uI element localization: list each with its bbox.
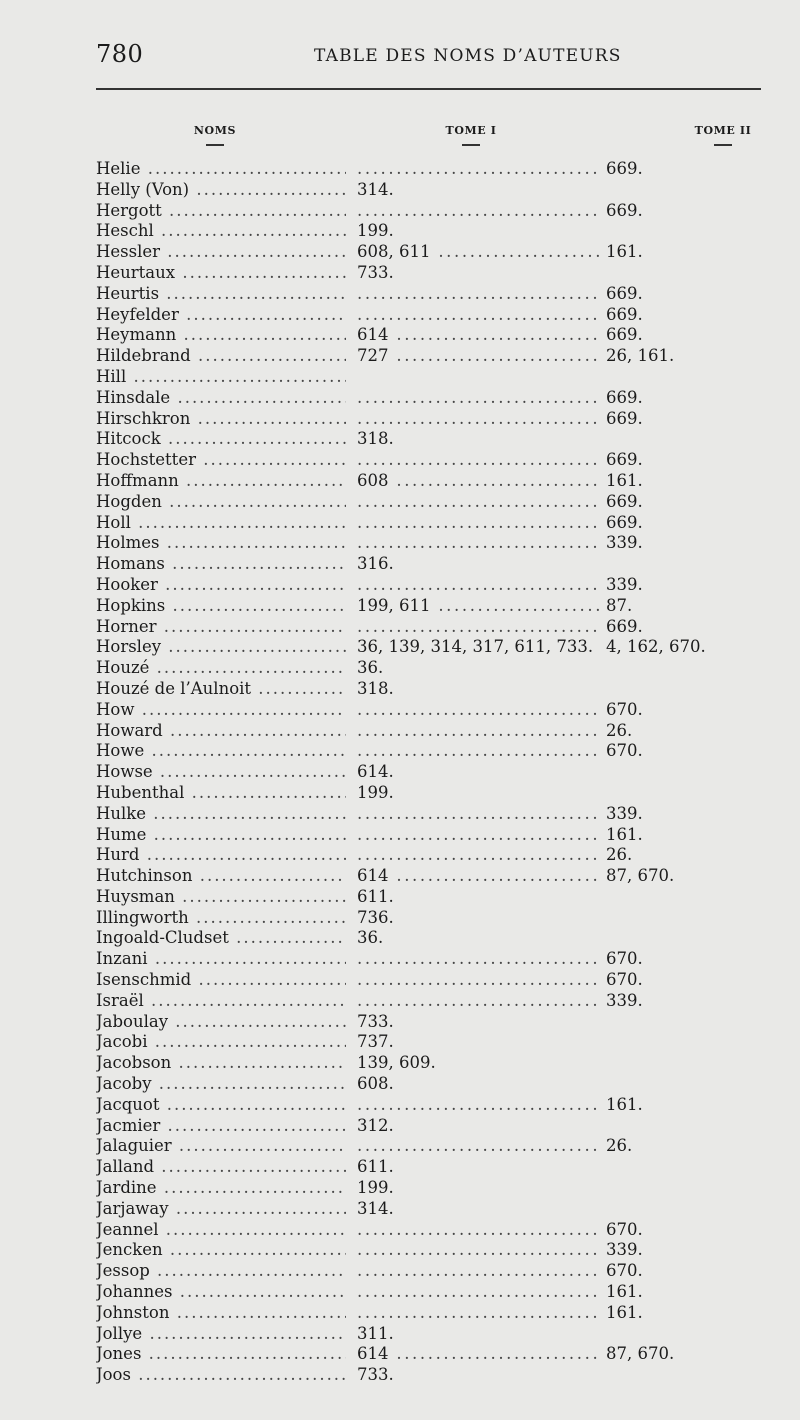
tome2-pages: 669. xyxy=(606,491,643,511)
tome2-pages: 670. xyxy=(606,741,643,761)
tome1-pages xyxy=(357,1303,601,1324)
tome2-pages: 161. xyxy=(606,1282,643,1302)
tome1-pages xyxy=(357,575,601,596)
tome1-pages xyxy=(357,1136,601,1157)
tome1-pages xyxy=(357,201,601,222)
column-header-names: NOMS xyxy=(190,124,240,146)
author-name: Hume ..... xyxy=(96,825,346,846)
tome1-pages: 199. xyxy=(357,221,394,241)
author-name: Howard ..... xyxy=(96,721,346,742)
tome1-pages: 614 ..... xyxy=(357,325,601,346)
tome1-pages: 614 ..... xyxy=(357,1344,601,1365)
author-name: Jarjaway ..... xyxy=(96,1199,346,1220)
index-entry xyxy=(0,575,800,596)
tome2-pages: 669. xyxy=(606,387,643,407)
author-name: Hoffmann ..... xyxy=(96,471,346,492)
column-dash xyxy=(714,144,732,146)
tome2-pages: 669. xyxy=(606,159,643,178)
author-name: Jollye ..... xyxy=(96,1324,346,1345)
author-name: Holl ..... xyxy=(96,513,346,534)
tome1-pages xyxy=(357,700,601,721)
index-entry xyxy=(0,1261,800,1282)
author-name: Huysman ..... xyxy=(96,887,346,908)
author-name: Howe ..... xyxy=(96,741,346,762)
tome2-pages: 669. xyxy=(606,325,643,345)
tome2-pages: 670. xyxy=(606,699,643,719)
index-entry xyxy=(0,1220,800,1241)
index-entry xyxy=(0,887,800,908)
tome1-pages xyxy=(357,1282,601,1303)
tome2-pages: 669. xyxy=(606,408,643,428)
index-entry xyxy=(0,1136,800,1157)
index-entry xyxy=(0,492,800,513)
author-name: Johnston ..... xyxy=(96,1303,346,1324)
tome1-pages: 611. xyxy=(357,1157,394,1177)
index-entry xyxy=(0,991,800,1012)
author-name: Joos ..... xyxy=(96,1365,346,1386)
author-name: Hooker ..... xyxy=(96,575,346,596)
index-entry xyxy=(0,617,800,638)
author-name: Howse ..... xyxy=(96,762,346,783)
tome2-pages: 339. xyxy=(606,574,643,594)
index-entry xyxy=(0,928,800,949)
tome1-pages xyxy=(357,949,601,970)
tome2-pages: 87, 670. xyxy=(606,1344,675,1364)
author-name: Hogden ..... xyxy=(96,492,346,513)
tome1-pages: 727 ..... xyxy=(357,346,601,367)
author-name: Heurtaux ..... xyxy=(96,263,346,284)
tome2-pages: 339. xyxy=(606,1240,643,1260)
tome1-pages: 614 ..... xyxy=(357,866,601,887)
index-entry xyxy=(0,409,800,430)
tome2-pages: 339. xyxy=(606,990,643,1010)
tome2-pages: 161. xyxy=(606,824,643,844)
author-name: Jessop ..... xyxy=(96,1261,346,1282)
author-name: Jones ..... xyxy=(96,1344,346,1365)
author-index-list xyxy=(0,159,800,1386)
tome1-pages xyxy=(357,513,601,534)
author-name: Jacquot ..... xyxy=(96,1095,346,1116)
index-entry xyxy=(0,1053,800,1074)
tome1-pages: 36. xyxy=(357,658,384,678)
index-entry xyxy=(0,845,800,866)
tome1-pages: 611. xyxy=(357,886,394,906)
tome2-pages: 669. xyxy=(606,616,643,636)
tome1-pages xyxy=(357,159,601,180)
page-header xyxy=(96,40,760,72)
index-entry xyxy=(0,1282,800,1303)
tome1-pages: 737. xyxy=(357,1032,394,1052)
author-name: Heymann ..... xyxy=(96,325,346,346)
tome2-pages: 161. xyxy=(606,242,643,262)
author-name: Ingoald-Cludset ..... xyxy=(96,928,346,949)
tome1-pages xyxy=(357,1095,601,1116)
tome2-pages: 669. xyxy=(606,450,643,470)
column-dash xyxy=(206,144,224,146)
column-header-tome1: TOME I xyxy=(440,124,502,146)
author-name: Hitcock ..... xyxy=(96,429,346,450)
tome1-pages: 314. xyxy=(357,179,394,199)
index-entry xyxy=(0,533,800,554)
tome1-pages xyxy=(357,1261,601,1282)
index-entry xyxy=(0,679,800,700)
tome1-pages xyxy=(357,284,601,305)
index-entry xyxy=(0,1199,800,1220)
author-name: Hessler ..... xyxy=(96,242,346,263)
index-entry xyxy=(0,346,800,367)
tome2-pages: 87, 670. xyxy=(606,866,675,886)
tome2-pages: 161. xyxy=(606,1302,643,1322)
author-name: Jacobson ..... xyxy=(96,1053,346,1074)
tome1-pages: 608. xyxy=(357,1074,394,1094)
tome1-pages xyxy=(357,533,601,554)
tome1-pages: 311. xyxy=(357,1323,394,1343)
index-entry xyxy=(0,513,800,534)
index-entry xyxy=(0,658,800,679)
tome1-pages: 316. xyxy=(357,554,394,574)
index-entry xyxy=(0,388,800,409)
tome2-pages: 669. xyxy=(606,283,643,303)
tome1-pages: 318. xyxy=(357,678,394,698)
tome1-pages xyxy=(357,845,601,866)
index-entry xyxy=(0,1240,800,1261)
tome1-pages xyxy=(357,409,601,430)
index-entry xyxy=(0,325,800,346)
author-name: Helly (Von) ..... xyxy=(96,180,346,201)
author-name: Jalaguier ..... xyxy=(96,1136,346,1157)
tome1-pages xyxy=(357,617,601,638)
author-name: Hill ..... xyxy=(96,367,346,388)
author-name: Horner ..... xyxy=(96,617,346,638)
tome2-pages: 670. xyxy=(606,949,643,969)
tome2-pages: 87. xyxy=(606,595,633,615)
index-entry xyxy=(0,201,800,222)
tome1-pages: 36. xyxy=(357,928,384,948)
index-entry xyxy=(0,180,800,201)
author-name: Inzani ..... xyxy=(96,949,346,970)
index-entry xyxy=(0,1032,800,1053)
index-entry xyxy=(0,783,800,804)
tome2-pages: 26. xyxy=(606,845,633,865)
tome1-pages xyxy=(357,1220,601,1241)
tome1-pages: 733. xyxy=(357,262,394,282)
tome1-pages xyxy=(357,388,601,409)
author-name: Hulke ..... xyxy=(96,804,346,825)
author-name: Jalland ..... xyxy=(96,1157,346,1178)
tome2-pages: 339. xyxy=(606,803,643,823)
index-entry xyxy=(0,284,800,305)
index-entry xyxy=(0,1178,800,1199)
index-entry xyxy=(0,1324,800,1345)
author-name: Hildebrand ..... xyxy=(96,346,346,367)
author-name: Hubenthal ..... xyxy=(96,783,346,804)
author-name: Holmes ..... xyxy=(96,533,346,554)
author-name: Jardine ..... xyxy=(96,1178,346,1199)
tome1-pages xyxy=(357,450,601,471)
header-rule xyxy=(96,88,761,90)
index-entry xyxy=(0,1303,800,1324)
index-entry xyxy=(0,596,800,617)
index-entry xyxy=(0,637,800,658)
author-name: Jacobi ..... xyxy=(96,1032,346,1053)
index-entry xyxy=(0,866,800,887)
index-entry xyxy=(0,429,800,450)
author-name: How ..... xyxy=(96,700,346,721)
tome1-pages: 318. xyxy=(357,429,394,449)
author-name: Horsley ..... xyxy=(96,637,346,658)
index-entry xyxy=(0,1074,800,1095)
index-entry xyxy=(0,1116,800,1137)
index-entry xyxy=(0,367,800,388)
tome2-pages: 670. xyxy=(606,1261,643,1281)
tome2-pages: 670. xyxy=(606,970,643,990)
index-entry xyxy=(0,1095,800,1116)
running-title: TABLE DES NOMS D’AUTEURS xyxy=(314,46,622,66)
index-entry xyxy=(0,741,800,762)
tome1-pages xyxy=(357,305,601,326)
author-name: Houzé de l’Aulnoit ..... xyxy=(96,679,346,700)
tome2-pages: 669. xyxy=(606,200,643,220)
author-name: Homans ..... xyxy=(96,554,346,575)
author-name: Heurtis ..... xyxy=(96,284,346,305)
author-name: Jaboulay ..... xyxy=(96,1012,346,1033)
author-name: Illingworth ..... xyxy=(96,908,346,929)
index-entry xyxy=(0,471,800,492)
index-entry xyxy=(0,1012,800,1033)
tome1-pages xyxy=(357,492,601,513)
index-entry xyxy=(0,721,800,742)
author-name: Johannes ..... xyxy=(96,1282,346,1303)
index-entry xyxy=(0,949,800,970)
index-entry xyxy=(0,825,800,846)
tome2-pages: 670. xyxy=(606,1219,643,1239)
index-entry xyxy=(0,242,800,263)
tome2-pages: 161. xyxy=(606,1094,643,1114)
author-name: Hirschkron ..... xyxy=(96,409,346,430)
tome1-pages: 199. xyxy=(357,782,394,802)
tome1-pages: 314. xyxy=(357,1198,394,1218)
author-name: Jacmier ..... xyxy=(96,1116,346,1137)
index-entry xyxy=(0,221,800,242)
tome2-pages: 669. xyxy=(606,304,643,324)
author-name: Israël ..... xyxy=(96,991,346,1012)
column-dash xyxy=(462,144,480,146)
author-name: Jacoby ..... xyxy=(96,1074,346,1095)
author-name: Hochstetter ..... xyxy=(96,450,346,471)
tome1-pages: 608, 611 ..... xyxy=(357,242,601,263)
index-entry xyxy=(0,804,800,825)
tome1-pages: 614. xyxy=(357,762,394,782)
index-entry xyxy=(0,450,800,471)
index-entry xyxy=(0,700,800,721)
tome1-pages: 139, 609. xyxy=(357,1053,436,1073)
author-name: Hurd ..... xyxy=(96,845,346,866)
tome1-pages: 608 ..... xyxy=(357,471,601,492)
tome2-pages: 161. xyxy=(606,470,643,490)
author-name: Jeannel ..... xyxy=(96,1220,346,1241)
tome2-pages: 26. xyxy=(606,720,633,740)
page-number: 780 xyxy=(96,40,144,68)
tome1-pages: 736. xyxy=(357,907,394,927)
column-header-tome2: TOME II xyxy=(687,124,759,146)
tome1-pages xyxy=(357,825,601,846)
tome1-pages: 312. xyxy=(357,1115,394,1135)
author-name: Hinsdale ..... xyxy=(96,388,346,409)
author-name: Hopkins ..... xyxy=(96,596,346,617)
tome1-pages: 199. xyxy=(357,1178,394,1198)
tome2-pages: 26. xyxy=(606,1136,633,1156)
index-entry xyxy=(0,908,800,929)
tome2-pages: 4, 162, 670. xyxy=(606,637,706,657)
tome2-pages: 669. xyxy=(606,512,643,532)
author-name: Hutchinson ..... xyxy=(96,866,346,887)
index-entry xyxy=(0,305,800,326)
author-name: Heyfelder ..... xyxy=(96,305,346,326)
author-name: Houzé ..... xyxy=(96,658,346,679)
tome1-pages xyxy=(357,991,601,1012)
index-entry xyxy=(0,1157,800,1178)
tome2-pages: 339. xyxy=(606,533,643,553)
author-name: Isenschmid ..... xyxy=(96,970,346,991)
index-entry xyxy=(0,762,800,783)
tome2-pages: 26, 161. xyxy=(606,346,675,366)
index-entry xyxy=(0,554,800,575)
tome1-pages xyxy=(357,721,601,742)
tome1-pages: 199, 611 ..... xyxy=(357,596,601,617)
tome1-pages xyxy=(357,1240,601,1261)
tome1-pages: 733. xyxy=(357,1011,394,1031)
author-name: Helie ..... xyxy=(96,159,346,180)
index-entry xyxy=(0,970,800,991)
tome1-pages xyxy=(357,804,601,825)
author-name: Jencken ..... xyxy=(96,1240,346,1261)
index-entry xyxy=(0,263,800,284)
tome1-pages xyxy=(357,970,601,991)
author-name: Heschl ..... xyxy=(96,221,346,242)
tome1-pages: 733. xyxy=(357,1365,394,1385)
tome1-pages: 36, 139, 314, 317, 611, 733. ..... xyxy=(357,637,601,658)
index-entry xyxy=(0,1344,800,1365)
index-entry xyxy=(0,159,800,180)
tome1-pages xyxy=(357,741,601,762)
author-name: Hergott ..... xyxy=(96,201,346,222)
index-entry xyxy=(0,1365,800,1386)
